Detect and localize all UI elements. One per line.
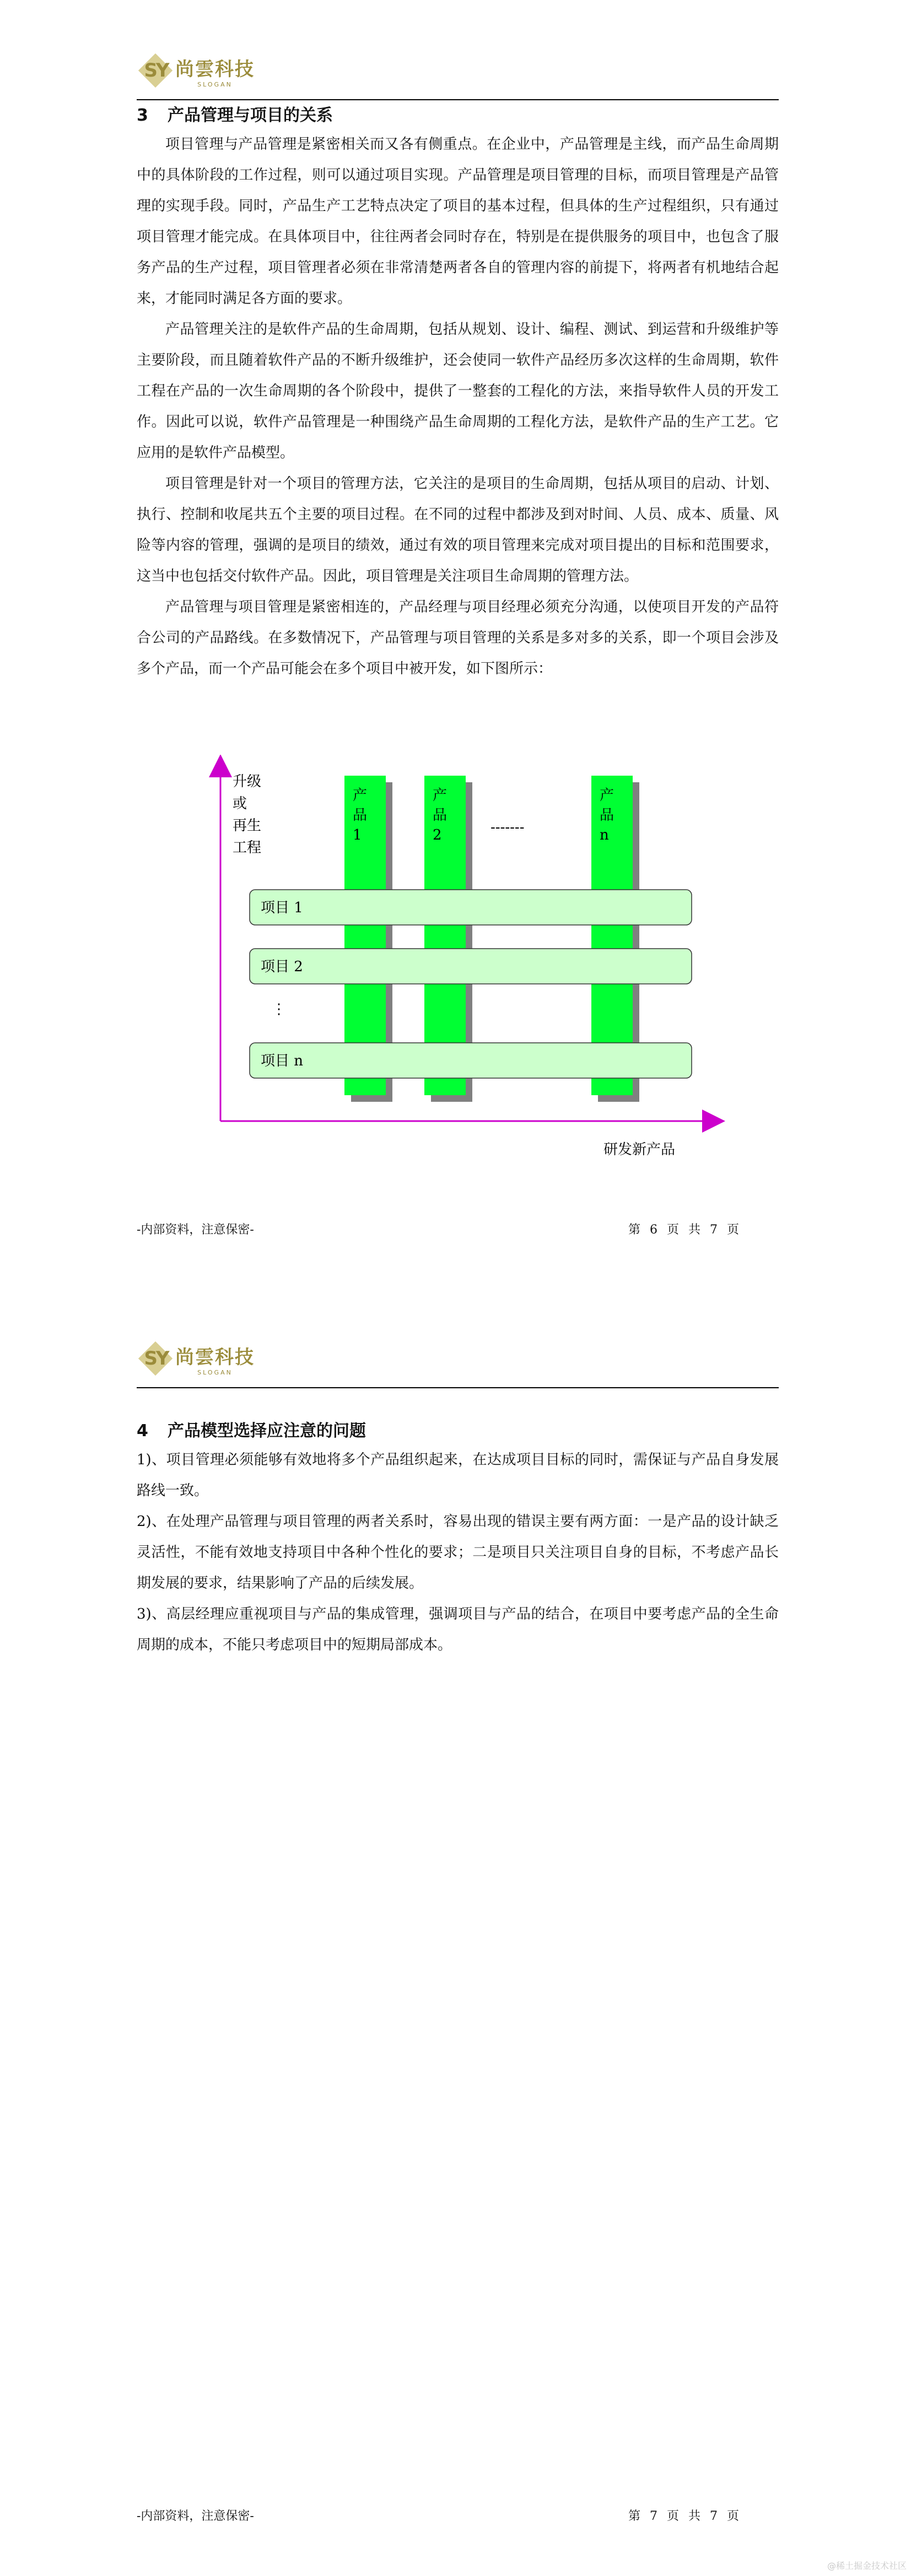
company-logo [140, 54, 255, 88]
product-label: 品 [353, 807, 368, 824]
product-label: 产 [600, 787, 614, 804]
logo-brand: 尚雲科技 [175, 1346, 255, 1368]
product-label: 2 [433, 827, 442, 843]
y-axis-label [233, 773, 261, 856]
project-label: 项目 1 [261, 900, 303, 916]
company-logo [140, 1342, 255, 1376]
project-label: 项目 n [261, 1053, 304, 1069]
list-item: 3)、高层经理应重视项目与产品的集成管理，强调项目与产品的结合，在项目中要考虑产品的全生命周期的成本，不能只考虑项目中的短期局部成本。 [137, 1606, 779, 1653]
logo-brand: 尚雲科技 [175, 58, 255, 80]
paragraph: 产品管理关注的是软件产品的生命周期，包括从规划、设计、编程、测试、到运营和升级维护等主要阶段，而且随着软件产品的不断升级维护，还会使同一软件产品经历多次这样的生命周期，软件工程在产品的一次生命周期的各个阶段中，提供了一整套的工程化的方法，来指导软件人员的开发工作。因此可以说，软件产品管理是一种围绕产品生命周期的工程化方法，是软件产品的生产工艺。它应用的是软件产品模型。 [137, 321, 779, 461]
watermark: @稀土掘金技术社区 [827, 2561, 907, 2571]
project-bar-n [250, 1043, 692, 1078]
paragraph: 项目管理与产品管理是紧密相关而又各有侧重点。在企业中，产品管理是主线，而产品生命周期中的具体阶段的工作过程，则可以通过项目实现。产品管理是项目管理的目标，而项目管理是产品管理的实现手段。同时，产品生产工艺特点决定了项目的基本过程，但具体的生产过程组织，只有通过项目管理才能完成。在具体项目中，往往两者会同时存在，特别是在提供服务的项目中，也包含了服务产品的生产过程，项目管理者必须在非常清楚两者各自的管理内容的前提下，将两者有机地结合起来，才能同时满足各方面的要求。 [137, 136, 779, 307]
product-label: 品 [433, 807, 448, 824]
footer-page-number: 第 7 页 共 7 页 [628, 2509, 739, 2523]
logo-mark: SY [140, 1343, 172, 1375]
project-bar-1 [250, 890, 692, 925]
product-gap-dashes: ------- [490, 819, 525, 836]
y-axis-label-line: 或 [233, 795, 247, 812]
y-axis-label-line: 再生 [233, 818, 262, 834]
product-label: 产 [433, 787, 448, 804]
y-axis-label-line: 升级 [233, 773, 262, 790]
list-item: 2)、在处理产品管理与项目管理的两者关系时，容易出现的错误主要有两方面：一是产品的设计缺乏灵活性，不能有效地支持项目中各种个性化的要求；二是项目只关注项目自身的目标，不考虑产品长期发展的要求，结果影响了产品的后续发展。 [137, 1513, 779, 1592]
project-label: 项目 2 [261, 959, 303, 975]
y-axis-label-line: 工程 [233, 840, 262, 856]
section-body [137, 129, 779, 684]
section-body [137, 1444, 779, 1660]
product-label: 产 [353, 787, 368, 804]
paragraph: 项目管理是针对一个项目的管理方法，它关注的是项目的生命周期，包括从项目的启动、计划、执行、控制和收尾共五个主要的项目过程。在不同的过程中都涉及到对时间、人员、成本、质量、风险等内容的管理，强调的是项目的绩效，通过有效的项目管理来完成对项目提出的目标和范围要求，这当中也包括交付软件产品。因此，项目管理是关注项目生命周期的管理方法。 [137, 475, 779, 585]
list-item: 1)、项目管理必须能够有效地将多个产品组织起来，在达成项目目标的同时，需保证与产品自身发展路线一致。 [137, 1452, 779, 1499]
x-axis-label: 研发新产品 [603, 1141, 676, 1158]
footer-page-number: 第 6 页 共 7 页 [628, 1223, 739, 1237]
logo-slogan: SLOGAN [197, 81, 233, 88]
product-label: 品 [600, 807, 614, 824]
footer-confidential: -内部资料，注意保密- [137, 1223, 254, 1237]
header-rule [137, 99, 779, 100]
project-bar-2 [250, 949, 692, 984]
section-heading: 4 产品模型选择应注意的问题 [137, 1421, 366, 1441]
logo-slogan: SLOGAN [197, 1369, 233, 1376]
page-7 [0, 1289, 911, 2576]
header-rule [137, 1387, 779, 1388]
product-label: 1 [353, 827, 362, 843]
footer-confidential: -内部资料，注意保密- [137, 2509, 254, 2523]
logo-mark: SY [140, 55, 172, 87]
section-heading: 3 产品管理与项目的关系 [137, 106, 333, 125]
product-label: n [600, 827, 609, 843]
product-project-diagram [198, 755, 738, 1179]
project-gap-dots: ⋮ [272, 1001, 286, 1018]
paragraph: 产品管理与项目管理是紧密相连的，产品经理与项目经理必须充分沟通，以使项目开发的产品符合公司的产品路线。在多数情况下，产品管理与项目管理的关系是多对多的关系，即一个项目会涉及多个产品，而一个产品可能会在多个项目中被开发，如下图所示： [137, 599, 779, 677]
